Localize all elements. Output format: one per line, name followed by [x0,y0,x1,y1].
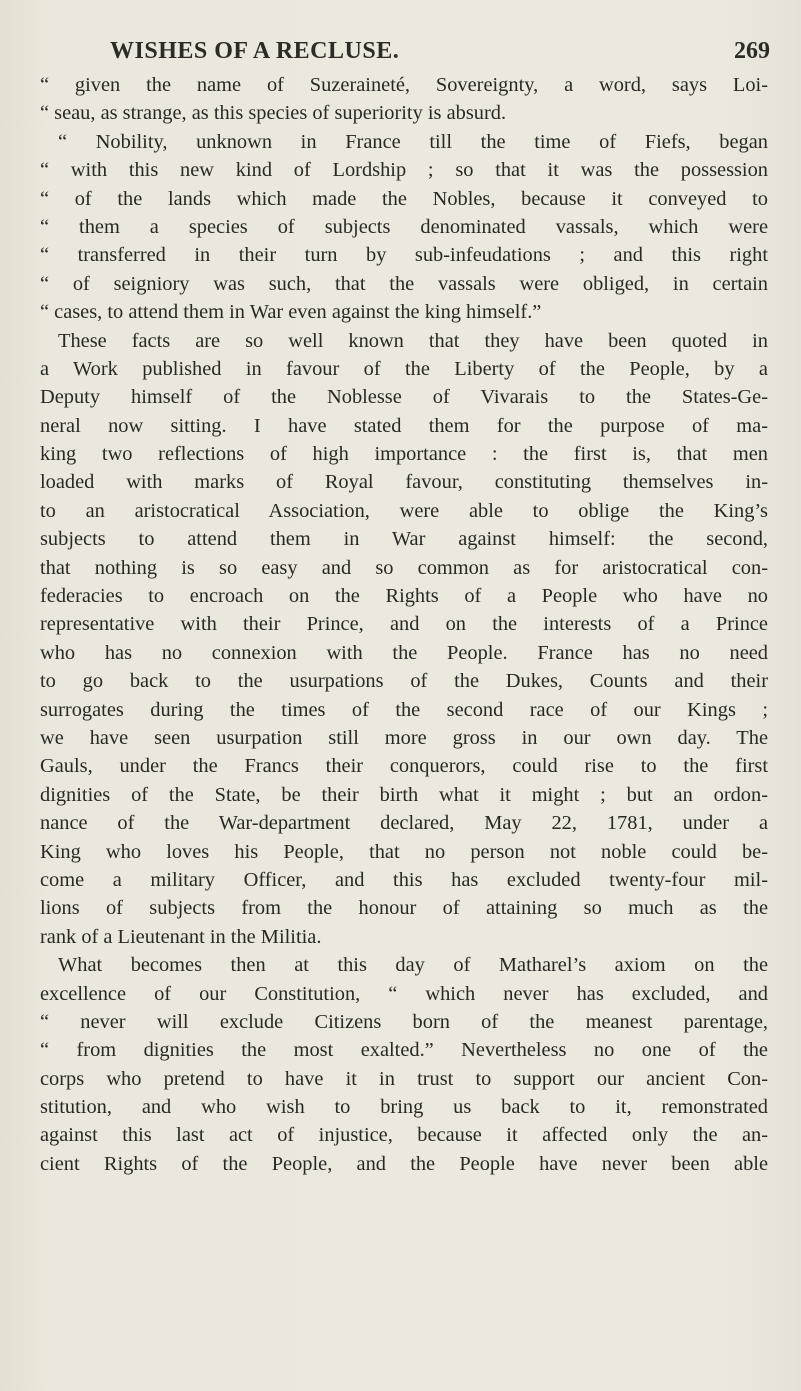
text-line: dignities of the State, be their birth what it might ; but an ordon- [40,783,768,806]
text-line: rank of a Lieutenant in the Militia. [40,925,322,948]
text-line: What becomes then at this day of Matharel’s axiom on the [58,954,768,977]
running-header [110,38,770,68]
text-line: “ Nobility, unknown in France till the time of Fiefs, began [58,130,768,153]
text-line: federacies to encroach on the Rights of a People who have no [40,585,768,608]
text-line: king two reflections of high importance : the first is, that men [40,443,768,466]
text-line: “ of the lands which made the Nobles, because it conveyed to [40,187,768,210]
text-line: “ never will exclude Citizens born of the meanest parentage, [40,1010,768,1033]
text-line: “ seau, as strange, as this species of superiority is absurd. [40,102,507,125]
text-line: excellence of our Constitution, “ which never has excluded, and [40,982,768,1005]
text-line: to an aristocratical Association, were able to oblige the King’s [40,499,768,522]
text-line: neral now sitting. I have stated them for the purpose of ma- [40,414,768,437]
text-line: we have seen usurpation still more gross in our own day. The [40,726,768,749]
body-text [40,71,768,1178]
text-line: come a military Officer, and this has excluded twenty-four mil- [40,868,768,891]
text-line: King who loves his People, that no person not noble could be- [40,840,768,863]
text-line: a Work published in favour of the Liberty of the People, by a [40,357,768,380]
text-line: “ given the name of Suzeraineté, Sovereignty, a word, says Loi- [40,74,768,96]
running-title: WISHES OF A RECLUSE. [110,38,400,64]
text-line: Gauls, under the Francs their conquerors, could rise to the first [40,755,768,778]
text-line: loaded with marks of Royal favour, constituting themselves in- [40,471,768,494]
text-line: nance of the War-department declared, May 22, 1781, under a [40,812,768,835]
text-line: “ from dignities the most exalted.” Nevertheless no one of the [40,1039,768,1062]
text-line: “ transferred in their turn by sub-infeudations ; and this right [40,244,768,267]
text-line: “ of seigniory was such, that the vassals were obliged, in certain [40,272,768,295]
text-line: surrogates during the times of the second race of our Kings ; [40,698,768,721]
text-line: cient Rights of the People, and the People have never been able [40,1152,768,1175]
text-line: lions of subjects from the honour of attaining so much as the [40,897,768,920]
text-line: “ them a species of subjects denominated vassals, which were [40,215,768,238]
text-line: corps who pretend to have it in trust to support our ancient Con- [40,1067,768,1090]
text-line: who has no connexion with the People. France has no need [40,641,768,664]
text-line: “ cases, to attend them in War even against the king himself.” [40,301,542,324]
text-line: “ with this new kind of Lordship ; so that it was the possession [40,159,768,182]
text-line: representative with their Prince, and on the interests of a Prince [40,613,768,636]
text-line: subjects to attend them in War against himself: the second, [40,528,768,551]
page-number: 269 [734,38,770,64]
text-line: Deputy himself of the Noblesse of Vivarais to the States-Ge- [40,386,768,409]
text-line: to go back to the usurpations of the Dukes, Counts and their [40,670,768,693]
text-line: These facts are so well known that they have been quoted in [58,329,768,352]
text-line: stitution, and who wish to bring us back to it, remonstrated [40,1096,768,1119]
text-line: against this last act of injustice, because it affected only the an- [40,1124,768,1147]
text-line: that nothing is so easy and so common as for aristocratical con- [40,556,768,579]
